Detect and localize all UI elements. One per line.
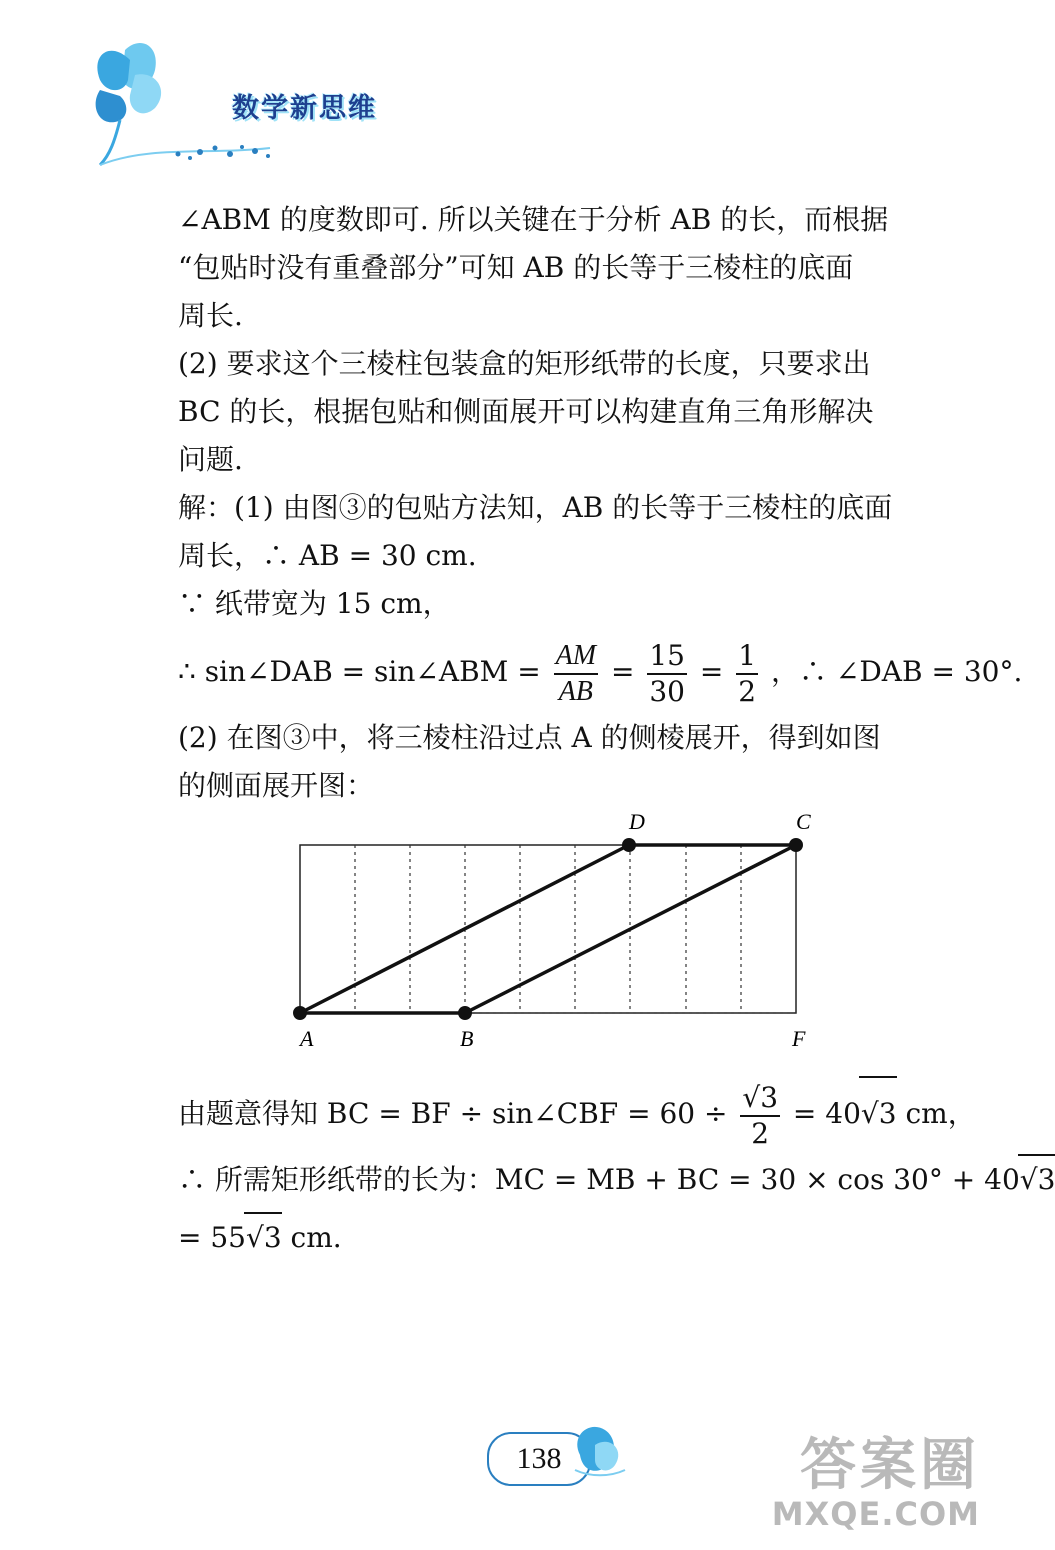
fraction-denominator: 2	[738, 674, 757, 708]
point-a	[293, 1006, 307, 1020]
result-line	[178, 1212, 938, 1262]
equation-text: = 55	[178, 1221, 246, 1254]
footer-flower-icon	[560, 1415, 630, 1485]
equation-text: cm，	[896, 1097, 976, 1130]
label-b: B	[460, 1026, 474, 1051]
text-line: 周长.	[178, 299, 243, 332]
equation-text: cm.	[281, 1221, 342, 1254]
label-a: A	[300, 1026, 314, 1051]
fraction-numerator: 15	[647, 639, 687, 675]
equals-sign: =	[610, 655, 635, 688]
label-d: D	[629, 809, 645, 834]
outer-rectangle	[300, 845, 796, 1013]
watermark	[750, 1433, 980, 1533]
text-line: “包贴时没有重叠部分”可知 AB 的长等于三棱柱的底面	[178, 251, 854, 284]
label-c: C	[796, 809, 811, 834]
text-line: 解：(1) 由图③的包贴方法知，AB 的长等于三棱柱的底面	[178, 491, 893, 524]
fraction-sqrt3-2	[740, 1081, 780, 1151]
solution-text	[178, 196, 1023, 810]
fraction-15-30	[647, 639, 687, 709]
strip-parallelogram	[300, 845, 796, 1013]
fraction-numerator: √3	[740, 1081, 780, 1117]
text-line: 的侧面展开图：	[178, 769, 375, 802]
book-title: 数学新思维	[232, 93, 377, 124]
sparkle-dots-decoration	[176, 145, 271, 160]
label-f: F	[792, 1026, 806, 1051]
conclusion-text	[178, 1076, 1055, 1262]
fraction-numerator: AM	[554, 639, 598, 675]
equals-sign: =	[699, 655, 724, 688]
bc-equation-line	[178, 1076, 976, 1150]
watermark-url: MXQE.COM	[771, 1495, 980, 1533]
point-b	[458, 1006, 472, 1020]
radical: √3	[1018, 1154, 1055, 1204]
point-c	[789, 838, 803, 852]
text-line: ∵ 纸带宽为 15 cm，	[178, 587, 451, 620]
text-line: 问题.	[178, 443, 243, 476]
text-line: (2) 在图③中，将三棱柱沿过点 A 的侧棱展开，得到如图	[178, 721, 881, 754]
watermark-text: 答案圈	[800, 1433, 980, 1498]
radical: √3	[859, 1076, 897, 1150]
unfolded-prism-diagram	[290, 806, 830, 1056]
equation-text: ∴ sin∠DAB = sin∠ABM =	[178, 655, 541, 688]
fraction-numerator: 1	[736, 639, 758, 675]
fraction-1-2	[736, 639, 758, 709]
dotted-fold-lines	[355, 845, 796, 1013]
fraction-am-ab	[554, 639, 598, 709]
point-d	[622, 838, 636, 852]
fraction-denominator: 30	[649, 674, 685, 708]
fraction-denominator: AB	[558, 675, 593, 707]
text-line: ∠ABM 的度数即可. 所以关键在于分析 AB 的长，而根据	[178, 203, 889, 236]
sin-equation-line	[178, 630, 1023, 714]
equation-text: = 40	[792, 1097, 861, 1130]
equation-text: ∴ 所需矩形纸带的长为：MC = MB + BC = 30 × cos 30° + 40	[178, 1163, 1020, 1196]
text-line: 周长，∴ AB = 30 cm.	[178, 539, 477, 572]
page-number: 138	[516, 1442, 562, 1475]
equation-text: ，∴ ∠DAB = 30°.	[770, 655, 1023, 688]
mc-equation-line	[178, 1154, 1055, 1204]
text-line: BC 的长，根据包贴和侧面展开可以构建直角三角形解决	[178, 395, 874, 428]
text-line: (2) 要求这个三棱柱包装盒的矩形纸带的长度，只要求出	[178, 347, 871, 380]
fraction-denominator: 2	[751, 1116, 770, 1150]
radical: √3	[244, 1212, 282, 1262]
equation-text: 由题意得知 BC = BF ÷ sin∠CBF = 60 ÷	[178, 1097, 728, 1130]
